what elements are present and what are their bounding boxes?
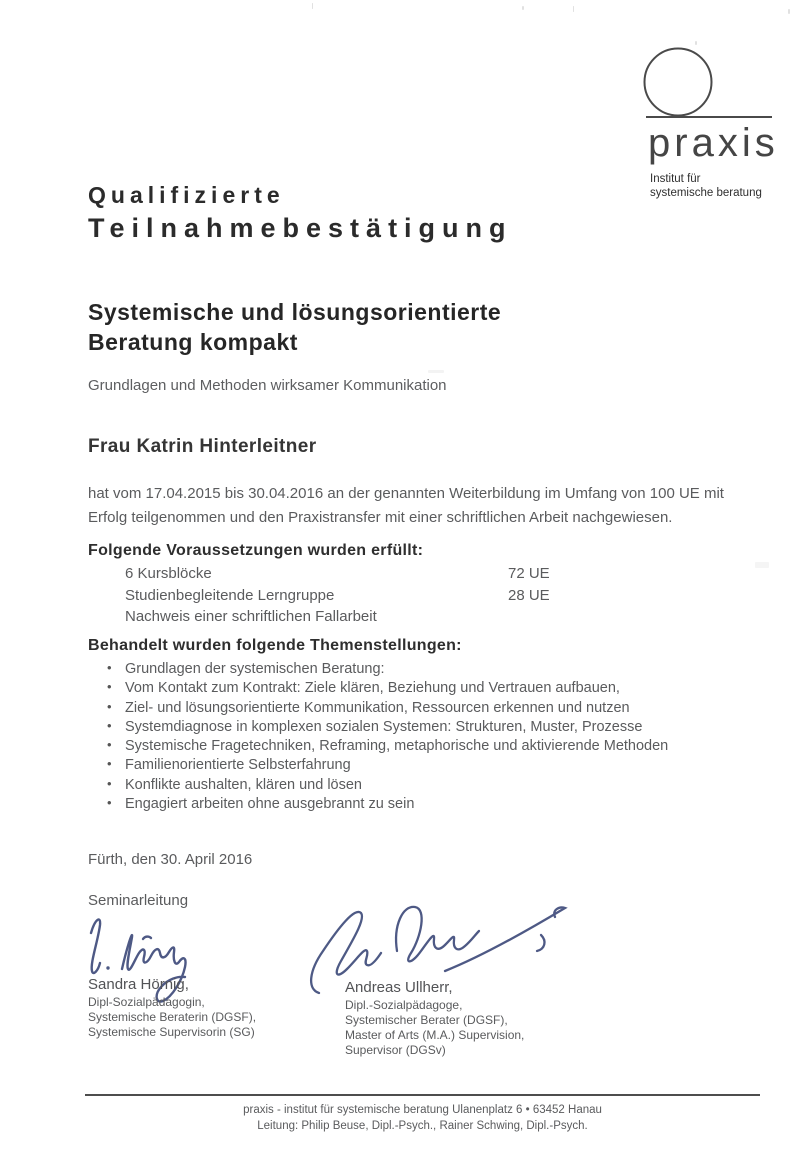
scan-artifact	[522, 6, 524, 10]
recipient-name: Frau Katrin Hinterleitner	[88, 436, 317, 457]
signatory-credential: Master of Arts (M.A.) Supervision,	[345, 1028, 525, 1042]
topic-text: Ziel- und lösungsorientierte Kommunikation, Ressourcen erkennen und nutzen	[125, 699, 630, 716]
requirement-label: Studienbegleitende Lerngruppe	[125, 586, 335, 604]
bullet-icon: •	[107, 679, 112, 695]
requirements-table	[125, 565, 685, 630]
list-item	[105, 796, 705, 815]
requirement-value: 72 UE	[508, 565, 550, 582]
seminar-role-label: Seminarleitung	[88, 892, 189, 909]
signatory-block-sandra	[88, 975, 256, 1040]
table-row	[125, 565, 685, 587]
footer	[85, 1094, 760, 1134]
topics-list	[105, 661, 705, 815]
topic-text: Konflikte aushalten, klären und lösen	[125, 776, 362, 793]
topic-text: Systemdiagnose in komplexen sozialen Systemen: Strukturen, Muster, Prozesse	[125, 718, 643, 735]
topic-text: Engagiert arbeiten ohne ausgebrannt zu sein	[125, 796, 415, 813]
logo-wordmark: praxis	[648, 121, 779, 165]
requirement-value: 28 UE	[508, 586, 550, 604]
topic-text: Grundlagen der systemischen Beratung:	[125, 661, 385, 677]
scan-artifact	[755, 562, 769, 568]
table-row	[125, 608, 685, 630]
list-item	[105, 738, 705, 757]
list-item	[105, 680, 705, 699]
place-and-date: Fürth, den 30. April 2016	[88, 851, 253, 868]
list-item	[105, 719, 705, 738]
scan-artifact	[573, 6, 574, 12]
bullet-icon: •	[107, 698, 112, 714]
bullet-icon: •	[107, 717, 112, 733]
footer-leadership: Leitung: Philip Beuse, Dipl.-Psych., Rainer Schwing, Dipl.-Psych.	[257, 1120, 588, 1132]
list-item	[105, 700, 705, 719]
document-title	[88, 180, 513, 247]
signatory-credential: Dipl.-Sozialpädagoge,	[345, 998, 463, 1012]
bullet-icon: •	[107, 756, 112, 772]
bullet-icon: •	[107, 795, 112, 811]
bullet-icon: •	[107, 737, 112, 753]
bullet-icon: •	[107, 775, 112, 791]
requirement-label: Nachweis einer schriftlichen Fallarbeit	[125, 608, 377, 625]
topic-text: Systemische Fragetechniken, Reframing, metaphorische und aktivierende Methoden	[125, 738, 669, 755]
topic-text: Vom Kontakt zum Kontrakt: Ziele klären, Beziehung und Vertrauen aufbauen,	[125, 680, 620, 697]
signatory-credential: Supervisor (DGSv)	[345, 1043, 446, 1057]
signatory-credential: Systemischer Berater (DGSF),	[345, 1013, 508, 1027]
course-subtitle: Grundlagen und Methoden wirksamer Kommunikation	[88, 377, 447, 394]
logo-tagline-line1: Institut für	[650, 173, 701, 185]
signatory-name: Sandra Hörnig,	[88, 976, 189, 993]
signatory-name: Andreas Ullherr,	[345, 979, 453, 996]
logo-tagline-line2: systemische beratung	[650, 187, 762, 199]
table-row	[125, 587, 685, 609]
confirmation-paragraph-line2: Erfolg teilgenommen und den Praxistransfer mit einer schriftlichen Arbeit nachgewiesen.	[88, 508, 673, 526]
topic-text: Familienorientierte Selbsterfahrung	[125, 757, 351, 774]
footer-divider	[85, 1094, 760, 1096]
scan-artifact	[428, 370, 444, 373]
signatory-credential: Systemische Beraterin (DGSF),	[88, 1010, 257, 1024]
course-title-line2: Beratung kompakt	[88, 329, 298, 355]
requirement-label: 6 Kursblöcke	[125, 565, 212, 582]
requirements-heading: Folgende Voraussetzungen wurden erfüllt:	[88, 542, 424, 559]
signatory-credential: Dipl-Sozialpädagogin,	[88, 995, 205, 1009]
praxis-logo	[640, 45, 795, 199]
list-item	[105, 757, 705, 776]
confirmation-paragraph-line1: hat vom 17.04.2015 bis 30.04.2016 an der genannten Weiterbildung im Umfang von 100 UE mit	[88, 485, 724, 502]
signatory-block-andreas	[345, 978, 524, 1058]
logo-circle-icon	[640, 45, 795, 123]
scan-artifact	[788, 9, 790, 14]
confirmation-paragraph	[88, 482, 748, 529]
list-item	[105, 661, 705, 680]
bullet-icon: •	[107, 660, 112, 675]
footer-address: praxis - institut für systemische beratung Ulanenplatz 6 • 63452 Hanau	[243, 1104, 602, 1116]
logo-tagline	[650, 172, 762, 200]
list-item	[105, 777, 705, 796]
signatory-credential: Systemische Supervisorin (SG)	[88, 1025, 255, 1039]
topics-heading: Behandelt wurden folgende Themenstellungen:	[88, 637, 462, 654]
document-title-line1: Qualifizierte	[88, 182, 285, 208]
scan-artifact	[312, 3, 313, 9]
document-title-line2: Teilnahmebestätigung	[88, 213, 513, 243]
course-title-line1: Systemische und lösungsorientierte	[88, 299, 502, 325]
course-title	[88, 297, 501, 357]
